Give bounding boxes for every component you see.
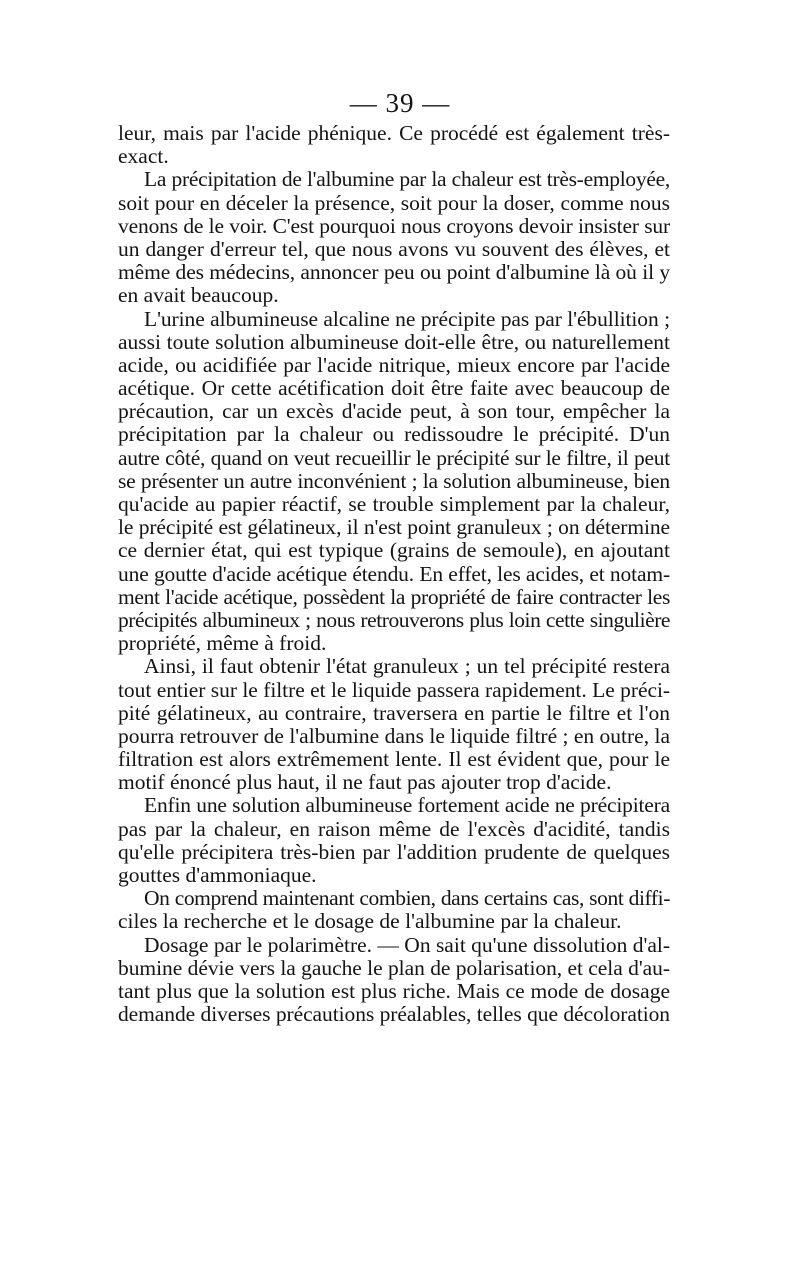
text-line: même des médecins, annoncer peu ou point d'albumine là où il y [118,260,670,285]
text-line: précaution, car un excès d'acide peut, à son tour, empêcher la [118,399,670,424]
text-line: bumine dévie vers la gauche le plan de polarisation, et cela d'au- [118,955,670,980]
text-line: une goutte d'acide acétique étendu. En effet, les acides, et notam- [118,561,670,586]
text-line: pité gélatineux, au contraire, traversera en partie le filtre et l'on [118,700,670,725]
text-line: qu'elle précipitera très-bien par l'addition prudente de quelques [118,839,670,864]
text-line: précipités albumineux ; nous retrouverons plus loin cette singulière [118,607,670,632]
text-line: Dosage par le polarimètre. — On sait qu'une dissolution d'al- [144,932,671,957]
text-line: ce dernier état, qui est typique (grains de semoule), en ajoutant [118,538,670,563]
text-line: aussi toute solution albumineuse doit-elle être, ou naturellement [118,329,670,354]
text-line: filtration est alors extrêmement lente. Il est évident que, pour le [118,747,670,772]
text-line: tant plus que la solution est plus riche. Mais ce mode de dosage [118,978,670,1003]
text-line: venons de le voir. C'est pourquoi nous croyons devoir insister sur [118,213,670,238]
text-line: motif énoncé plus haut, il ne faut pas ajouter trop d'acide. [118,770,612,795]
text-line: ciles la recherche et le dosage de l'albumine par la chaleur. [118,909,622,934]
text-line: demande diverses précautions préalables, telles que décoloration [118,1002,670,1027]
text-line: autre côté, quand on veut recueillir le précipité sur le filtre, il peut [118,445,670,470]
text-line: Ainsi, il faut obtenir l'état granuleux ; un tel précipité restera [144,654,670,679]
text-line: gouttes d'ammoniaque. [118,863,317,887]
text-line: ment l'acide acétique, possèdent la propriété de faire contracter les [118,584,670,609]
text-line: propriété, même à froid. [118,631,327,656]
text-line: un danger d'erreur tel, que nous avons vu souvent des élèves, et [118,236,670,261]
text-line: se présenter un autre inconvénient ; la solution albumineuse, bien [118,468,670,493]
text-line: tout entier sur le filtre et le liquide passera rapidement. Le préci- [118,677,670,702]
text-line: le précipité est gélatineux, il n'est point granuleux ; on détermine [118,515,670,540]
body-text [118,122,670,1026]
text-line: précipitation par la chaleur ou redissoudre le précipité. D'un [118,422,670,447]
text-line: Enfin une solution albumineuse fortement acide ne précipitera [144,793,670,818]
text-line: On comprend maintenant combien, dans certains cas, sont diffi- [144,886,670,911]
text-line: pas par la chaleur, en raison même de l'excès d'acidité, tandis [118,816,670,841]
text-line: acide, ou acidifiée par l'acide nitrique, mieux encore par l'acide [118,352,670,377]
text-line: soit pour en déceler la présence, soit pour la doser, comme nous [118,190,670,215]
text-line: acétique. Or cette acétification doit être faite avec beaucoup de [118,376,670,401]
text-line: La précipitation de l'albumine par la chaleur est très-employée, [144,167,670,192]
text-line: qu'acide au papier réactif, se trouble simplement par la chaleur, [118,492,670,516]
page-number: — 39 — [349,88,451,118]
text-line: exact. [118,144,169,169]
text-line: L'urine albumineuse alcaline ne précipite pas par l'ébullition ; [144,306,670,331]
text-line: leur, mais par l'acide phénique. Ce procédé est également très- [118,121,670,145]
text-line: en avait beaucoup. [118,283,279,308]
text-line: pourra retrouver de l'albumine dans le liquide filtré ; en outre, la [118,723,670,748]
